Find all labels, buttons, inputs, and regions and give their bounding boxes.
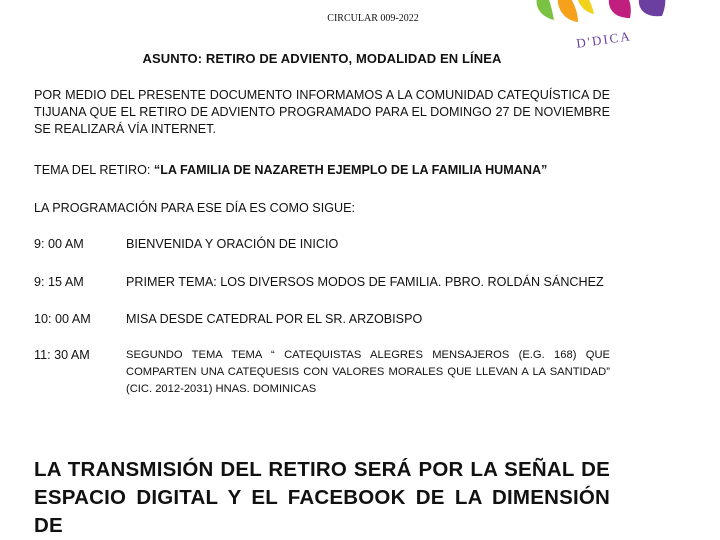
schedule-time: 9: 00 AM: [34, 237, 84, 251]
schedule-time: 10: 00 AM: [34, 312, 91, 326]
subject-line: ASUNTO: RETIRO DE ADVIENTO, MODALIDAD EN LÍNEA: [142, 51, 502, 66]
intro-paragraph: POR MEDIO DEL PRESENTE DOCUMENTO INFORMAMOS A LA COMUNIDAD CATEQUÍSTICA DE TIJUANA QUE EL RETIRO DE ADVIENTO PROGRAMADO PARA EL DOMINGO 27 DE NOVIEMBRE SE REALIZARÁ VÍA INTERNET.: [34, 88, 610, 136]
schedule-description: SEGUNDO TEMA TEMA “ CATEQUISTAS ALEGRES MENSAJEROS (E.G. 168) QUE COMPARTEN UNA CATEQUESIS CON VALORES MORALES QUE LLEVAN A LA SANTIDAD” (CIC. 2012-2031) HNAS. DOMINICAS: [126, 349, 610, 395]
logo-yellow-petal: [576, 0, 594, 14]
broadcast-notice: LA TRANSMISIÓN DEL RETIRO SERÁ POR LA SEÑAL DE ESPACIO DIGITAL Y EL FACEBOOK DE LA DIMENSIÓN DE: [34, 458, 610, 537]
ddica-logo: [532, 0, 672, 52]
theme-label: TEMA DEL RETIRO:: [34, 163, 154, 177]
logo-magenta-petal: [609, 0, 631, 18]
schedule-time: 11: 30 AM: [34, 348, 90, 362]
logo-text: D'DICA: [575, 28, 633, 51]
logo-purple-petal: [639, 0, 665, 16]
circular-number: CIRCULAR 009-2022: [327, 13, 419, 24]
schedule-description: MISA DESDE CATEDRAL POR EL SR. ARZOBISPO: [126, 312, 423, 326]
logo-orange-petal: [558, 0, 578, 22]
logo-green-petal: [537, 0, 554, 20]
schedule-description: PRIMER TEMA: LOS DIVERSOS MODOS DE FAMILIA. PBRO. ROLDÁN SÁNCHEZ: [126, 275, 604, 289]
retreat-theme: [34, 162, 610, 179]
schedule-intro: LA PROGRAMACIÓN PARA ESE DÍA ES COMO SIGUE:: [34, 201, 355, 215]
theme-title: “LA FAMILIA DE NAZARETH EJEMPLO DE LA FAMILIA HUMANA”: [153, 163, 548, 177]
schedule-time: 9: 15 AM: [34, 275, 84, 289]
schedule-description: BIENVENIDA Y ORACIÓN DE INICIO: [126, 237, 339, 251]
